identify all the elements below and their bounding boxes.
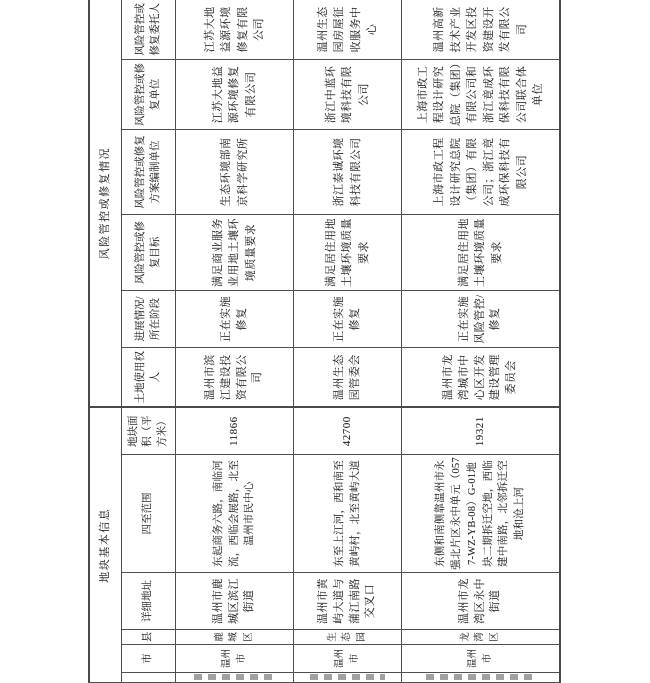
table-cell-r1-c0 [294, 673, 402, 683]
table-cell-r2-c2: 龙湾区 [402, 630, 561, 645]
column-header-5: 地块面积（平方米） [122, 407, 176, 454]
table-cell-r2-c9: 上海市政工程设计研究总院（集团）有限公司；浙江竟成环保科技有限公司 [402, 129, 561, 214]
table-cell-r0-c4: 东起商务六路，南临河流，西临会展路，北至温州市民中心 [176, 455, 294, 573]
table-cell-r1-c1: 温州市 [294, 645, 402, 673]
column-header-row [122, 0, 176, 683]
group-header-1: 风险管控或修复情况 [89, 0, 122, 407]
column-header-0 [122, 673, 176, 683]
table-row [294, 0, 402, 683]
table-cell-r1-c3: 温州市黄屿大道与蒲江南路交叉口 [294, 573, 402, 630]
column-header-2: 县 [122, 630, 176, 645]
table-cell-r1-c4: 东至上江河，西和南至黄屿村，北至黄屿大道 [294, 455, 402, 573]
table-cell-r2-c8: 满足居住用地土壤环境质量要求 [402, 214, 561, 290]
table-row [176, 0, 294, 683]
table-cell-r1-c9: 浙江泰诚环境科技有限公司 [294, 129, 402, 214]
table-cell-r0-c10: 江苏大地益源环境修复有限公司 [176, 59, 294, 129]
table-cell-r2-c10: 上海市政工程设计研究总院（集团）有限公司和浙江竟成环保科技有限公司联合体单位 [402, 59, 561, 129]
table-cell-r1-c8: 满足居住用地土壤环境质量要求 [294, 214, 402, 290]
table-cell-r1-c7: 正在实施修复 [294, 290, 402, 347]
table-cell-r0-c7: 正在实施修复 [176, 290, 294, 347]
table-cell-r0-c3: 温州市鹿城区滨江街道 [176, 573, 294, 630]
table-cell-r2-c7: 正在实施风险管控/修复 [402, 290, 561, 347]
column-header-11: 风险管控或修复委托人 [122, 0, 176, 59]
group-header-row [89, 0, 122, 683]
column-header-7: 进展情况/所在阶段 [122, 290, 176, 347]
table-cell-r0-c9: 生态环境部南京科学研究所 [176, 129, 294, 214]
table-cell-r0-c5: 11866 [176, 407, 294, 454]
table-cell-r2-c3: 温州市龙湾区永中街道 [402, 573, 561, 630]
clipped-text-fragment [310, 674, 385, 680]
land-parcel-table [88, 0, 561, 683]
table-cell-r1-c6: 温州生态园管委会 [294, 347, 402, 407]
table-cell-r0-c6: 温州市滨江建设投资有限公司 [176, 347, 294, 407]
group-header-0: 地块基本信息 [89, 407, 122, 682]
table-cell-r0-c11: 江苏大地益源环境修复有限公司 [176, 0, 294, 59]
table-cell-r1-c5: 42700 [294, 407, 402, 454]
table-cell-r0-c0 [176, 673, 294, 683]
clipped-text-fragment [426, 674, 536, 680]
table-cell-r2-c1: 温州市 [402, 645, 561, 673]
column-header-6: 土地使用权人 [122, 347, 176, 407]
column-header-10: 风险管控或修复单位 [122, 59, 176, 129]
column-header-9: 风险管控或修复方案编制单位 [122, 129, 176, 214]
table-cell-r0-c8: 满足商业服务业用地土壤环境质量要求 [176, 214, 294, 290]
table-cell-r2-c6: 温州市龙湾城市中心区开发建设管理委员会 [402, 347, 561, 407]
table-cell-r1-c2: 生态园 [294, 630, 402, 645]
table-cell-r2-c5: 19321 [402, 407, 561, 454]
table-cell-r2-c11: 温州高新技术产业开发区投资建设开发有限公司 [402, 0, 561, 59]
table-cell-r1-c11: 温州生态园房屋征收服务中心 [294, 0, 402, 59]
column-header-8: 风险管控或修复目标 [122, 214, 176, 290]
table-cell-r2-c4: 东侧和南侧靠温州市永强北片区永中单元（0577-WZ-YB-08）G-01地块二期拆迁空地，西临建中南路，北邻拆迁空地和沧上河 [402, 455, 561, 573]
table-body [89, 0, 560, 683]
table-cell-r2-c0 [402, 673, 561, 683]
column-header-1: 市 [122, 645, 176, 673]
table-cell-r0-c1: 温州市 [176, 645, 294, 673]
clipped-text-fragment [194, 674, 276, 680]
column-header-4: 四至范围 [122, 455, 176, 573]
column-header-3: 详细地址 [122, 573, 176, 630]
table-row [402, 0, 561, 683]
table-cell-r1-c10: 浙江中蓝环境科技有限公司 [294, 59, 402, 129]
table-cell-r0-c2: 鹿城区 [176, 630, 294, 645]
